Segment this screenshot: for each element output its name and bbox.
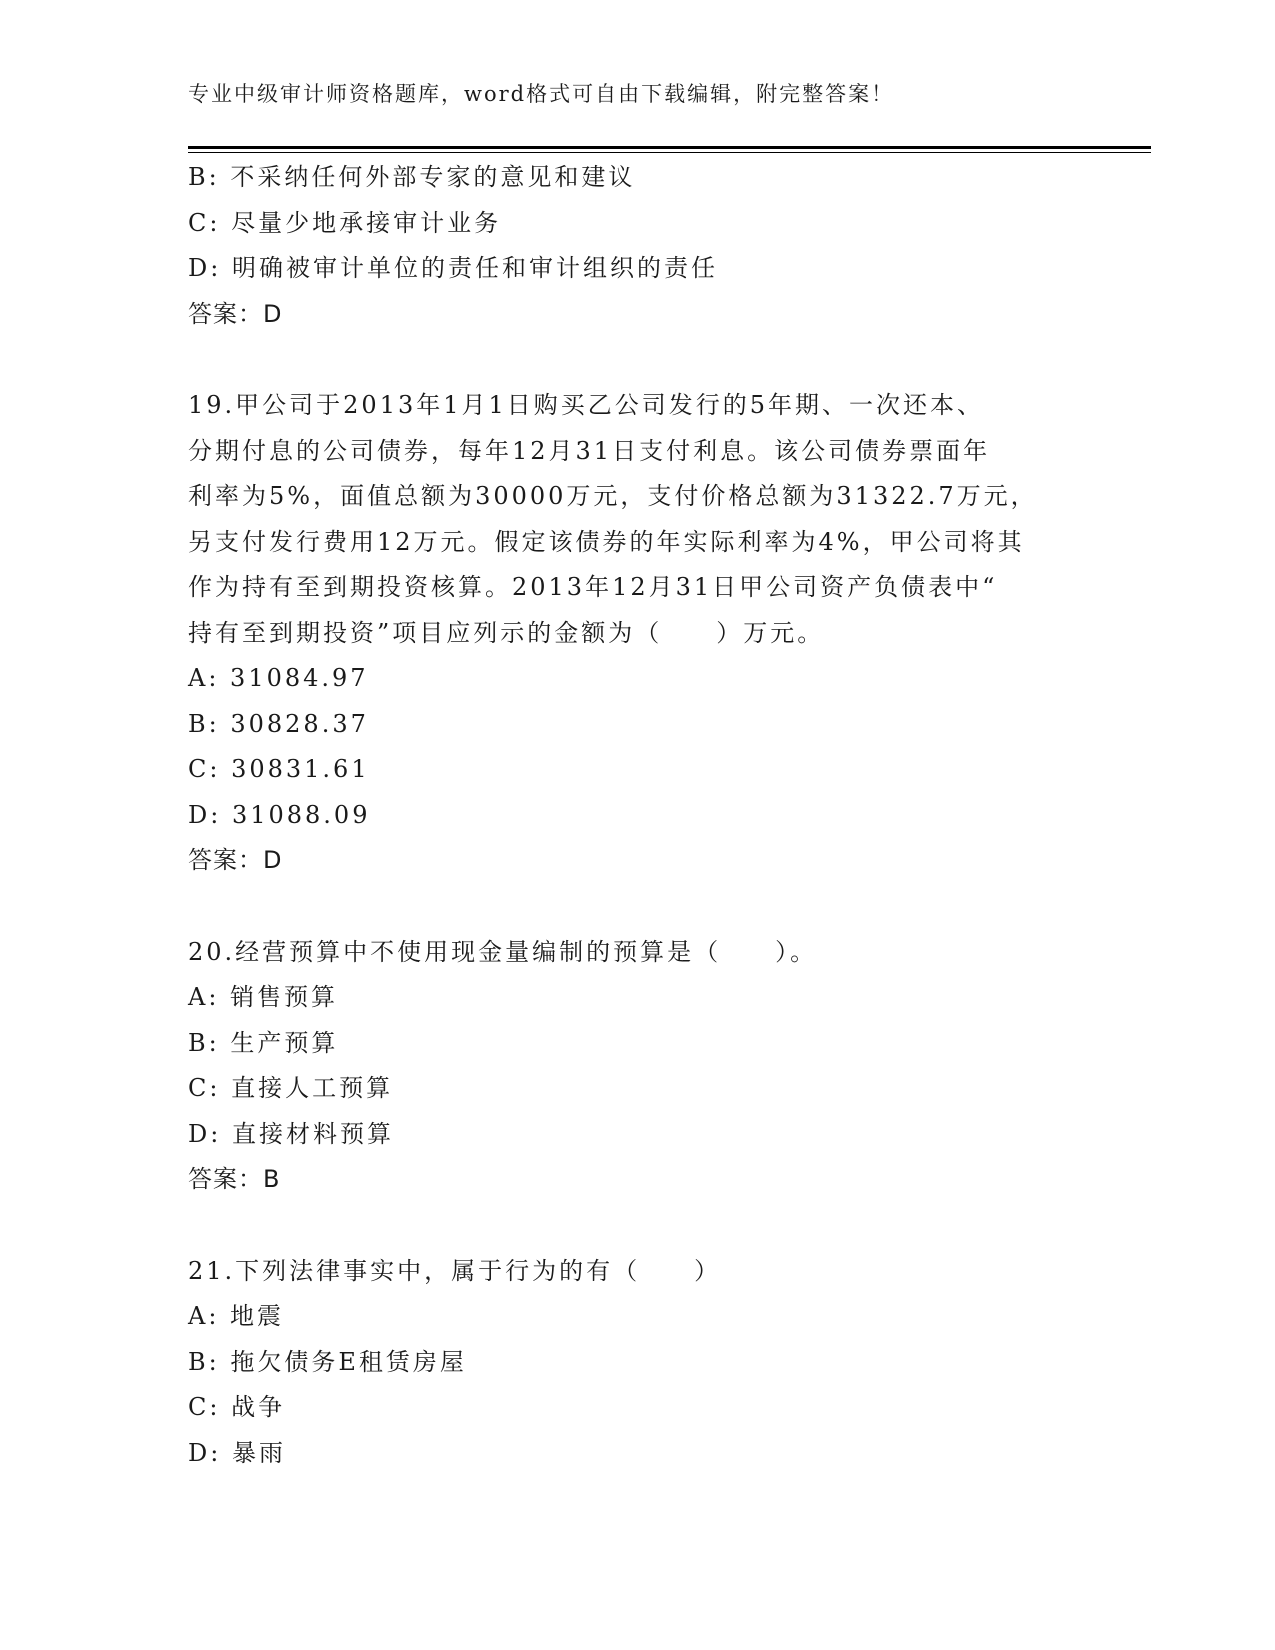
question-18-tail bbox=[188, 155, 1088, 337]
spacer bbox=[188, 337, 1088, 383]
option-a: A: 销售预算 bbox=[188, 983, 339, 1011]
option-c: C: 尽量少地承接审计业务 bbox=[188, 208, 502, 237]
question-stem-line: 持有至到期投资”项目应列示的金额为（ ）万元。 bbox=[188, 618, 825, 647]
question-stem-line: 作为持有至到期投资核算。2013年12月31日甲公司资产负债表中“ bbox=[188, 573, 998, 601]
question-19 bbox=[188, 383, 1088, 884]
option-b: B: 生产预算 bbox=[188, 1028, 339, 1057]
page-header: 专业中级审计师资格题库，word格式可自由下载编辑，附完整答案！ bbox=[188, 82, 895, 106]
question-stem-line: 20.经营预算中不使用现金量编制的预算是（ ）。 bbox=[188, 937, 818, 966]
option-b: B: 拖欠债务E租赁房屋 bbox=[188, 1347, 467, 1376]
answer-line: 答案：B bbox=[188, 1165, 281, 1193]
header-rule-thick bbox=[188, 146, 1151, 149]
option-b: B: 30828.37 bbox=[188, 709, 369, 738]
question-21 bbox=[188, 1249, 1088, 1477]
option-c: C: 战争 bbox=[188, 1393, 286, 1421]
option-d: D: 直接材料预算 bbox=[188, 1119, 394, 1148]
option-c: C: 直接人工预算 bbox=[188, 1074, 394, 1102]
header-rule-thin bbox=[188, 152, 1151, 153]
option-d: D: 暴雨 bbox=[188, 1438, 286, 1467]
option-d: D: 31088.09 bbox=[188, 800, 371, 829]
option-a: A: 地震 bbox=[188, 1302, 285, 1330]
option-a: A: 31084.97 bbox=[188, 664, 369, 692]
option-d: D: 明确被审计单位的责任和审计组织的责任 bbox=[188, 254, 718, 282]
question-20 bbox=[188, 930, 1088, 1203]
question-stem-line: 19.甲公司于2013年1月1日购买乙公司发行的5年期、一次还本、 bbox=[188, 391, 985, 419]
spacer bbox=[188, 1203, 1088, 1249]
answer-line: 答案：D bbox=[188, 299, 283, 328]
option-c: C: 30831.61 bbox=[188, 755, 370, 783]
option-b: B: 不采纳任何外部专家的意见和建议 bbox=[188, 163, 636, 191]
question-stem-line: 另支付发行费用12万元。假定该债券的年实际利率为4%，甲公司将其 bbox=[188, 527, 1025, 556]
answer-line: 答案：D bbox=[188, 846, 283, 874]
spacer bbox=[188, 884, 1088, 930]
question-content bbox=[188, 155, 1088, 1476]
question-stem-line: 21.下列法律事实中，属于行为的有（ ） bbox=[188, 1256, 722, 1285]
question-stem-line: 分期付息的公司债券，每年12月31日支付利息。该公司债券票面年 bbox=[188, 436, 991, 465]
question-stem-line: 利率为5%，面值总额为30000万元，支付价格总额为31322.7万元， bbox=[188, 482, 1038, 510]
